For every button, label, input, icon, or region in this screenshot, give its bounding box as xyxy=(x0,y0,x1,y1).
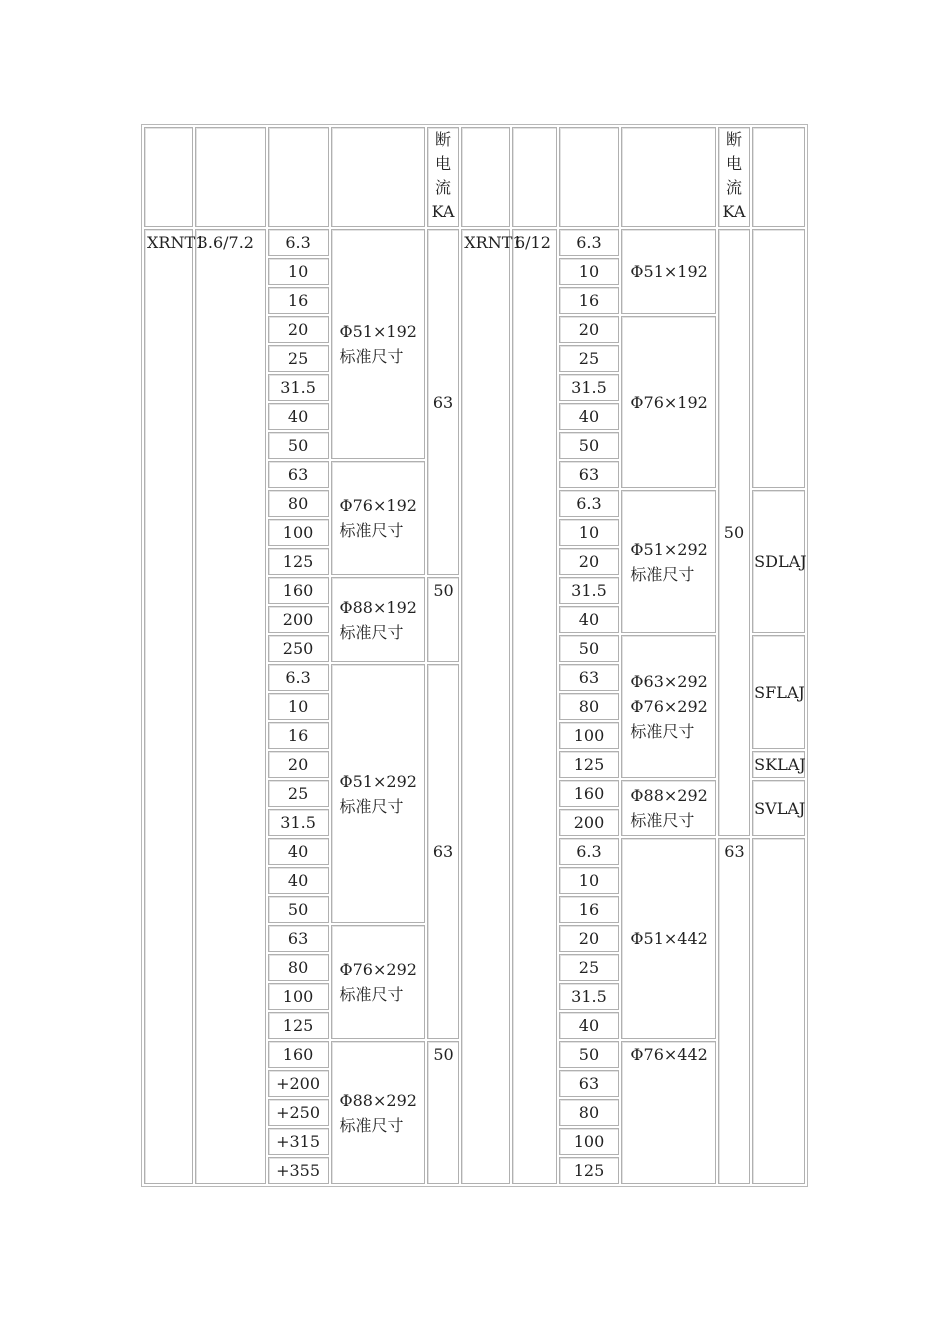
size-spec-cell xyxy=(621,490,715,633)
size-spec-cell: Φ51×442 xyxy=(621,838,715,1039)
cell-text-line: Φ51×192 xyxy=(339,322,417,341)
current-cell: 20 xyxy=(559,925,620,952)
current-cell: 6.3 xyxy=(559,838,620,865)
cell-text-line: 标准尺寸 xyxy=(339,521,404,540)
current-cell: 20 xyxy=(268,316,329,343)
current-cell: 10 xyxy=(559,867,620,894)
cell-text-line: Φ76×292 xyxy=(339,960,417,979)
size-spec-cell: Φ51×192 xyxy=(621,229,715,314)
current-cell: 100 xyxy=(559,1128,620,1155)
current-cell: 200 xyxy=(559,809,620,836)
current-cell: 63 xyxy=(268,461,329,488)
current-cell: 6.3 xyxy=(268,229,329,256)
header-label-line: KA xyxy=(431,202,455,221)
size-spec-cell xyxy=(331,925,425,1039)
current-cell: 200 xyxy=(268,606,329,633)
current-cell: 6.3 xyxy=(559,229,620,256)
header-label-line: 电 xyxy=(725,154,742,173)
header-cell xyxy=(144,127,193,227)
fuse-type-cell: SKLAJ xyxy=(752,751,805,778)
current-cell: 31.5 xyxy=(268,809,329,836)
cell-text-line: 标准尺寸 xyxy=(339,1115,404,1135)
size-spec-cell xyxy=(331,229,425,459)
current-cell: +200 xyxy=(268,1070,329,1097)
current-cell: 63 xyxy=(559,664,620,691)
header-row xyxy=(144,127,805,227)
breaking-current-cell: 50 xyxy=(427,1041,459,1184)
current-cell: 100 xyxy=(559,722,620,749)
cell-text-line: Φ63×292 xyxy=(630,672,708,691)
current-cell: 20 xyxy=(268,751,329,778)
current-cell: 16 xyxy=(268,722,329,749)
breaking-current-header xyxy=(427,127,459,227)
breaking-current-cell: 63 xyxy=(427,664,459,1039)
current-cell: 40 xyxy=(268,867,329,894)
fuse-type-cell: SVLAJ xyxy=(752,780,805,836)
current-cell: 80 xyxy=(268,954,329,981)
header-cell xyxy=(621,127,715,227)
size-spec-cell xyxy=(331,664,425,923)
header-cell xyxy=(512,127,557,227)
current-cell: +315 xyxy=(268,1128,329,1155)
header-cell xyxy=(331,127,425,227)
current-cell: 16 xyxy=(268,287,329,314)
current-cell: 125 xyxy=(559,751,620,778)
current-cell: 10 xyxy=(559,519,620,546)
cell-text-line: 标准尺寸 xyxy=(339,796,404,816)
cell-text-line: 标准尺寸 xyxy=(630,811,695,830)
fuse-type-cell: SFLAJ xyxy=(752,635,805,749)
empty-cell xyxy=(752,229,805,488)
header-cell xyxy=(195,127,266,227)
current-cell: 40 xyxy=(268,403,329,430)
current-cell: 160 xyxy=(268,1041,329,1068)
current-cell: 6.3 xyxy=(268,664,329,691)
header-label-line: 断 xyxy=(435,130,452,149)
breaking-current-header xyxy=(718,127,750,227)
header-cell xyxy=(461,127,510,227)
table-row xyxy=(144,229,805,256)
cell-text-line: Φ88×192 xyxy=(339,597,417,617)
cell-text-line: Φ88×292 xyxy=(630,786,708,805)
current-cell: 50 xyxy=(559,1041,620,1068)
cell-text-line: 标准尺寸 xyxy=(339,622,404,642)
current-cell: 31.5 xyxy=(559,983,620,1010)
current-cell: 50 xyxy=(268,896,329,923)
current-cell: 100 xyxy=(268,983,329,1010)
current-cell: 50 xyxy=(268,432,329,459)
current-cell: 16 xyxy=(559,287,620,314)
current-cell: +250 xyxy=(268,1099,329,1126)
size-spec-cell xyxy=(621,780,715,836)
size-spec-cell: Φ76×192 xyxy=(621,316,715,488)
fuse-type-cell: SDLAJ xyxy=(752,490,805,633)
header-label-line: 电 xyxy=(435,154,452,173)
cell-text-line: Φ76×192 xyxy=(339,496,417,515)
size-spec-cell: Φ76×442 xyxy=(621,1041,715,1184)
cell-text-line: 标准尺寸 xyxy=(339,347,404,366)
current-cell: 31.5 xyxy=(268,374,329,401)
current-cell: 10 xyxy=(559,258,620,285)
model-cell: XRNT1 xyxy=(144,229,193,1184)
current-cell: 63 xyxy=(559,461,620,488)
current-cell: 40 xyxy=(268,838,329,865)
current-cell: 20 xyxy=(559,548,620,575)
current-cell: 25 xyxy=(268,345,329,372)
current-cell: 50 xyxy=(559,432,620,459)
current-cell: 25 xyxy=(268,780,329,807)
current-cell: 25 xyxy=(559,345,620,372)
header-cell xyxy=(559,127,620,227)
header-label-line: KA xyxy=(722,202,746,221)
breaking-current-cell: 50 xyxy=(427,577,459,662)
voltage-cell: 6/12 xyxy=(512,229,557,1184)
current-cell: 31.5 xyxy=(559,374,620,401)
current-cell: 250 xyxy=(268,635,329,662)
cell-text-line: 标准尺寸 xyxy=(339,985,404,1004)
current-cell: 50 xyxy=(559,635,620,662)
current-cell: 80 xyxy=(559,1099,620,1126)
cell-text-line: Φ76×292 xyxy=(630,697,708,716)
current-cell: 160 xyxy=(268,577,329,604)
header-cell xyxy=(268,127,329,227)
current-cell: 31.5 xyxy=(559,577,620,604)
empty-cell xyxy=(752,838,805,1184)
current-cell: 6.3 xyxy=(559,490,620,517)
size-spec-cell xyxy=(621,635,715,778)
current-cell: 100 xyxy=(268,519,329,546)
header-label-line: 断 xyxy=(725,130,742,149)
current-cell: 80 xyxy=(559,693,620,720)
current-cell: 125 xyxy=(268,548,329,575)
size-spec-cell xyxy=(331,461,425,575)
header-label-line: 流 xyxy=(725,178,742,197)
voltage-cell: 3.6/7.2 xyxy=(195,229,266,1184)
current-cell: 20 xyxy=(559,316,620,343)
current-cell: 63 xyxy=(268,925,329,952)
current-cell: 16 xyxy=(559,896,620,923)
cell-text-line: 标准尺寸 xyxy=(630,564,695,584)
current-cell: 80 xyxy=(268,490,329,517)
current-cell: 10 xyxy=(268,258,329,285)
breaking-current-cell: 63 xyxy=(427,229,459,575)
cell-text-line: Φ88×292 xyxy=(339,1090,417,1110)
cell-text-line: 标准尺寸 xyxy=(630,722,695,741)
current-cell: 63 xyxy=(559,1070,620,1097)
current-cell: 40 xyxy=(559,1012,620,1039)
breaking-current-cell: 63 xyxy=(718,838,750,1184)
model-cell: XRNT1 xyxy=(461,229,510,1184)
size-spec-cell xyxy=(331,577,425,662)
current-cell: 160 xyxy=(559,780,620,807)
fuse-spec-table xyxy=(141,124,808,1187)
current-cell: 40 xyxy=(559,403,620,430)
cell-text-line: Φ51×292 xyxy=(339,771,417,791)
size-spec-cell xyxy=(331,1041,425,1184)
current-cell: 40 xyxy=(559,606,620,633)
header-label-line: 流 xyxy=(435,178,452,197)
breaking-current-cell: 50 xyxy=(718,229,750,836)
current-cell: 25 xyxy=(559,954,620,981)
current-cell: +355 xyxy=(268,1157,329,1184)
current-cell: 125 xyxy=(268,1012,329,1039)
current-cell: 125 xyxy=(559,1157,620,1184)
table-body xyxy=(144,127,805,1184)
current-cell: 10 xyxy=(268,693,329,720)
cell-text-line: Φ51×292 xyxy=(630,539,708,559)
header-cell xyxy=(752,127,805,227)
